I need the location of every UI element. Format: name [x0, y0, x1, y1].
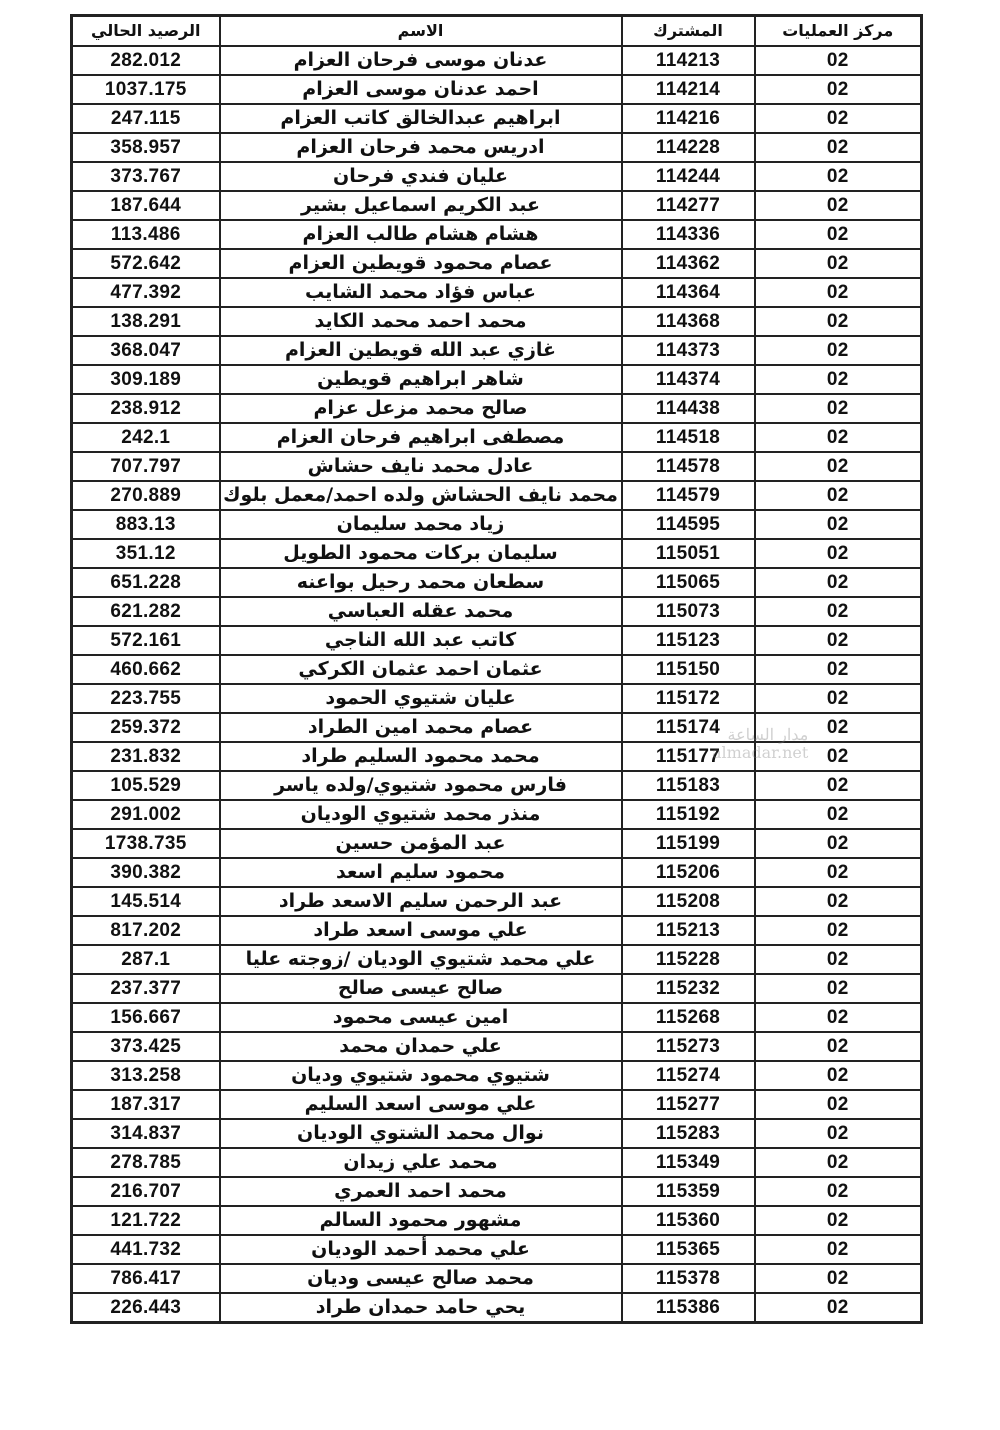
cell-name: علي موسى اسعد السليم — [220, 1090, 622, 1119]
table-row — [72, 249, 922, 278]
cell-balance: 883.13 — [72, 510, 220, 539]
cell-subscriber: 114362 — [622, 249, 755, 278]
cell-center: 02 — [755, 423, 922, 452]
cell-balance: 145.514 — [72, 887, 220, 916]
cell-name: شاهر ابراهيم قويطين — [220, 365, 622, 394]
cell-name: سطعان محمد رحيل بواعنه — [220, 568, 622, 597]
cell-subscriber: 114277 — [622, 191, 755, 220]
cell-subscriber: 114438 — [622, 394, 755, 423]
cell-name: محمد احمد العمري — [220, 1177, 622, 1206]
cell-name: ادريس محمد فرحان العزام — [220, 133, 622, 162]
cell-subscriber: 115172 — [622, 684, 755, 713]
table-row — [72, 394, 922, 423]
cell-name: ابراهيم عبدالخالق كاتب العزام — [220, 104, 622, 133]
cell-balance: 1037.175 — [72, 75, 220, 104]
cell-subscriber: 115360 — [622, 1206, 755, 1235]
cell-subscriber: 115228 — [622, 945, 755, 974]
table-row — [72, 742, 922, 771]
cell-name: هشام هشام طالب العزام — [220, 220, 622, 249]
cell-balance: 817.202 — [72, 916, 220, 945]
cell-center: 02 — [755, 307, 922, 336]
table-row — [72, 365, 922, 394]
table-row — [72, 713, 922, 742]
cell-name: منذر محمد شتيوي الوديان — [220, 800, 622, 829]
cell-subscriber: 114228 — [622, 133, 755, 162]
cell-balance: 441.732 — [72, 1235, 220, 1264]
cell-name: علي محمد أحمد الوديان — [220, 1235, 622, 1264]
watermark-latin: almadar.net — [712, 743, 809, 762]
cell-name: يحي حامد حمدان طراد — [220, 1293, 622, 1323]
cell-balance: 105.529 — [72, 771, 220, 800]
cell-name: عادل محمد نايف حشاش — [220, 452, 622, 481]
cell-name: احمد عدنان موسى العزام — [220, 75, 622, 104]
table-row — [72, 1032, 922, 1061]
table-row — [72, 887, 922, 916]
cell-balance: 278.785 — [72, 1148, 220, 1177]
cell-balance: 368.047 — [72, 336, 220, 365]
header-name: الاسم — [220, 16, 622, 47]
watermark-arabic: مدار الساعة — [727, 725, 809, 744]
cell-center: 02 — [755, 539, 922, 568]
cell-balance: 373.425 — [72, 1032, 220, 1061]
cell-subscriber: 115177 — [622, 742, 755, 771]
cell-center: 02 — [755, 1032, 922, 1061]
table-row — [72, 1177, 922, 1206]
cell-name: صالح عيسى صالح — [220, 974, 622, 1003]
table-row — [72, 1003, 922, 1032]
table-row — [72, 800, 922, 829]
cell-subscriber: 115199 — [622, 829, 755, 858]
table-row — [72, 278, 922, 307]
cell-subscriber: 114518 — [622, 423, 755, 452]
cell-subscriber: 114374 — [622, 365, 755, 394]
cell-name: مصطفى ابراهيم فرحان العزام — [220, 423, 622, 452]
cell-subscriber: 115359 — [622, 1177, 755, 1206]
cell-center: 02 — [755, 655, 922, 684]
cell-center: 02 — [755, 1235, 922, 1264]
cell-name: محمد عقله العباسي — [220, 597, 622, 626]
cell-center: 02 — [755, 510, 922, 539]
cell-name: عصام محمد امين الطراد — [220, 713, 622, 742]
cell-balance: 187.317 — [72, 1090, 220, 1119]
table-row — [72, 626, 922, 655]
table-row — [72, 684, 922, 713]
cell-subscriber: 114244 — [622, 162, 755, 191]
cell-center: 02 — [755, 1293, 922, 1323]
cell-center: 02 — [755, 249, 922, 278]
cell-subscriber: 114595 — [622, 510, 755, 539]
cell-name: عصام محمود قويطين العزام — [220, 249, 622, 278]
cell-center: 02 — [755, 365, 922, 394]
table-row — [72, 1235, 922, 1264]
cell-name: نوال محمد الشتوي الوديان — [220, 1119, 622, 1148]
cell-subscriber: 114364 — [622, 278, 755, 307]
table-row — [72, 452, 922, 481]
cell-center: 02 — [755, 336, 922, 365]
cell-center: 02 — [755, 481, 922, 510]
cell-center: 02 — [755, 684, 922, 713]
cell-center: 02 — [755, 1264, 922, 1293]
cell-subscriber: 114213 — [622, 46, 755, 75]
cell-balance: 707.797 — [72, 452, 220, 481]
cell-name: فارس محمود شتيوي/ولده ياسر — [220, 771, 622, 800]
cell-name: محمد احمد محمد الكايد — [220, 307, 622, 336]
subscriber-balance-table — [70, 14, 923, 1324]
cell-subscriber: 115273 — [622, 1032, 755, 1061]
cell-subscriber: 115274 — [622, 1061, 755, 1090]
cell-subscriber: 115208 — [622, 887, 755, 916]
cell-subscriber: 115283 — [622, 1119, 755, 1148]
cell-center: 02 — [755, 713, 922, 742]
table-row — [72, 771, 922, 800]
table-row — [72, 539, 922, 568]
cell-balance: 121.722 — [72, 1206, 220, 1235]
header-row — [72, 16, 922, 47]
cell-center: 02 — [755, 452, 922, 481]
cell-balance: 231.832 — [72, 742, 220, 771]
table-row — [72, 336, 922, 365]
cell-balance: 282.012 — [72, 46, 220, 75]
cell-balance: 651.228 — [72, 568, 220, 597]
table-row — [72, 191, 922, 220]
cell-subscriber: 114336 — [622, 220, 755, 249]
cell-subscriber: 115378 — [622, 1264, 755, 1293]
table-row — [72, 133, 922, 162]
table-row — [72, 307, 922, 336]
cell-balance: 1738.735 — [72, 829, 220, 858]
cell-name: عدنان موسى فرحان العزام — [220, 46, 622, 75]
cell-subscriber: 115073 — [622, 597, 755, 626]
table-row — [72, 423, 922, 452]
cell-center: 02 — [755, 1090, 922, 1119]
table-row — [72, 1206, 922, 1235]
table-row — [72, 510, 922, 539]
cell-name: مشهور محمود السالم — [220, 1206, 622, 1235]
table-row — [72, 104, 922, 133]
cell-center: 02 — [755, 1061, 922, 1090]
cell-name: كاتب عبد الله الناجي — [220, 626, 622, 655]
cell-center: 02 — [755, 742, 922, 771]
cell-balance: 373.767 — [72, 162, 220, 191]
cell-subscriber: 115065 — [622, 568, 755, 597]
cell-subscriber: 114368 — [622, 307, 755, 336]
table-row — [72, 220, 922, 249]
cell-center: 02 — [755, 133, 922, 162]
table-body — [72, 46, 922, 1323]
table-row — [72, 829, 922, 858]
cell-name: علي حمدان محمد — [220, 1032, 622, 1061]
cell-name: سليمان بركات محمود الطويل — [220, 539, 622, 568]
cell-balance: 786.417 — [72, 1264, 220, 1293]
cell-name: محمد نايف الحشاش ولده احمد/معمل بلوك — [220, 481, 622, 510]
cell-balance: 138.291 — [72, 307, 220, 336]
cell-name: علي موسى اسعد طراد — [220, 916, 622, 945]
cell-balance: 572.642 — [72, 249, 220, 278]
cell-balance: 237.377 — [72, 974, 220, 1003]
cell-subscriber: 115051 — [622, 539, 755, 568]
cell-center: 02 — [755, 974, 922, 1003]
cell-name: محمود سليم اسعد — [220, 858, 622, 887]
cell-subscriber: 115386 — [622, 1293, 755, 1323]
table-row — [72, 1293, 922, 1323]
table-row — [72, 46, 922, 75]
cell-balance: 242.1 — [72, 423, 220, 452]
cell-center: 02 — [755, 191, 922, 220]
cell-balance: 216.707 — [72, 1177, 220, 1206]
cell-name: عباس فؤاد محمد الشايب — [220, 278, 622, 307]
cell-center: 02 — [755, 829, 922, 858]
table-row — [72, 974, 922, 1003]
cell-center: 02 — [755, 162, 922, 191]
cell-balance: 223.755 — [72, 684, 220, 713]
ledger-sheet — [70, 14, 920, 1324]
cell-subscriber: 114216 — [622, 104, 755, 133]
cell-balance: 460.662 — [72, 655, 220, 684]
table-header — [72, 16, 922, 47]
header-balance: الرصيد الحالي — [72, 16, 220, 47]
cell-balance: 238.912 — [72, 394, 220, 423]
table-row — [72, 1061, 922, 1090]
cell-name: صالح محمد مزعل عزام — [220, 394, 622, 423]
cell-center: 02 — [755, 568, 922, 597]
cell-balance: 270.889 — [72, 481, 220, 510]
cell-balance: 358.957 — [72, 133, 220, 162]
cell-subscriber: 114373 — [622, 336, 755, 365]
cell-balance: 287.1 — [72, 945, 220, 974]
cell-balance: 187.644 — [72, 191, 220, 220]
cell-subscriber: 115232 — [622, 974, 755, 1003]
cell-name: عليان شتيوي الحمود — [220, 684, 622, 713]
cell-center: 02 — [755, 597, 922, 626]
table-row — [72, 1119, 922, 1148]
cell-center: 02 — [755, 887, 922, 916]
cell-name: عليان فندي فرحان — [220, 162, 622, 191]
table-row — [72, 597, 922, 626]
cell-subscriber: 114214 — [622, 75, 755, 104]
cell-subscriber: 115268 — [622, 1003, 755, 1032]
cell-balance: 226.443 — [72, 1293, 220, 1323]
cell-center: 02 — [755, 916, 922, 945]
cell-center: 02 — [755, 394, 922, 423]
table-row — [72, 916, 922, 945]
cell-center: 02 — [755, 1148, 922, 1177]
cell-center: 02 — [755, 220, 922, 249]
table-row — [72, 655, 922, 684]
cell-center: 02 — [755, 75, 922, 104]
cell-name: امين عيسى محمود — [220, 1003, 622, 1032]
cell-name: عبد الكريم اسماعيل بشير — [220, 191, 622, 220]
cell-subscriber: 114578 — [622, 452, 755, 481]
cell-subscriber: 115277 — [622, 1090, 755, 1119]
cell-center: 02 — [755, 771, 922, 800]
table-row — [72, 1090, 922, 1119]
cell-name: علي محمد شتيوي الوديان /زوجته عليا — [220, 945, 622, 974]
header-subscriber: المشترك — [622, 16, 755, 47]
table-row — [72, 1264, 922, 1293]
cell-name: محمد صالح عيسى وديان — [220, 1264, 622, 1293]
cell-center: 02 — [755, 626, 922, 655]
cell-center: 02 — [755, 800, 922, 829]
cell-subscriber: 115206 — [622, 858, 755, 887]
cell-center: 02 — [755, 858, 922, 887]
cell-center: 02 — [755, 1177, 922, 1206]
cell-balance: 291.002 — [72, 800, 220, 829]
cell-name: عبد الرحمن سليم الاسعد طراد — [220, 887, 622, 916]
cell-subscriber: 115123 — [622, 626, 755, 655]
cell-subscriber: 115349 — [622, 1148, 755, 1177]
cell-balance: 247.115 — [72, 104, 220, 133]
cell-balance: 572.161 — [72, 626, 220, 655]
table-row — [72, 162, 922, 191]
cell-name: غازي عبد الله قويطين العزام — [220, 336, 622, 365]
cell-center: 02 — [755, 1206, 922, 1235]
cell-balance: 621.282 — [72, 597, 220, 626]
cell-name: محمد علي زيدان — [220, 1148, 622, 1177]
table-row — [72, 75, 922, 104]
cell-center: 02 — [755, 945, 922, 974]
cell-balance: 477.392 — [72, 278, 220, 307]
cell-subscriber: 115174 — [622, 713, 755, 742]
cell-balance: 390.382 — [72, 858, 220, 887]
table-row — [72, 481, 922, 510]
cell-center: 02 — [755, 1119, 922, 1148]
cell-center: 02 — [755, 46, 922, 75]
cell-center: 02 — [755, 104, 922, 133]
cell-balance: 309.189 — [72, 365, 220, 394]
header-center: مركز العمليات — [755, 16, 922, 47]
cell-balance: 314.837 — [72, 1119, 220, 1148]
cell-balance: 259.372 — [72, 713, 220, 742]
cell-subscriber: 115365 — [622, 1235, 755, 1264]
cell-name: شتيوي محمود شتيوي وديان — [220, 1061, 622, 1090]
table-row — [72, 945, 922, 974]
table-row — [72, 1148, 922, 1177]
cell-center: 02 — [755, 278, 922, 307]
cell-name: عبد المؤمن حسين — [220, 829, 622, 858]
cell-name: زياد محمد سليمان — [220, 510, 622, 539]
cell-center: 02 — [755, 1003, 922, 1032]
cell-balance: 156.667 — [72, 1003, 220, 1032]
table-row — [72, 858, 922, 887]
cell-subscriber: 115150 — [622, 655, 755, 684]
cell-name: محمد محمود السليم طراد — [220, 742, 622, 771]
cell-subscriber: 115183 — [622, 771, 755, 800]
cell-balance: 313.258 — [72, 1061, 220, 1090]
table-row — [72, 568, 922, 597]
cell-subscriber: 115192 — [622, 800, 755, 829]
cell-subscriber: 115213 — [622, 916, 755, 945]
cell-subscriber: 114579 — [622, 481, 755, 510]
cell-balance: 351.12 — [72, 539, 220, 568]
cell-balance: 113.486 — [72, 220, 220, 249]
cell-name: عثمان احمد عثمان الكركي — [220, 655, 622, 684]
